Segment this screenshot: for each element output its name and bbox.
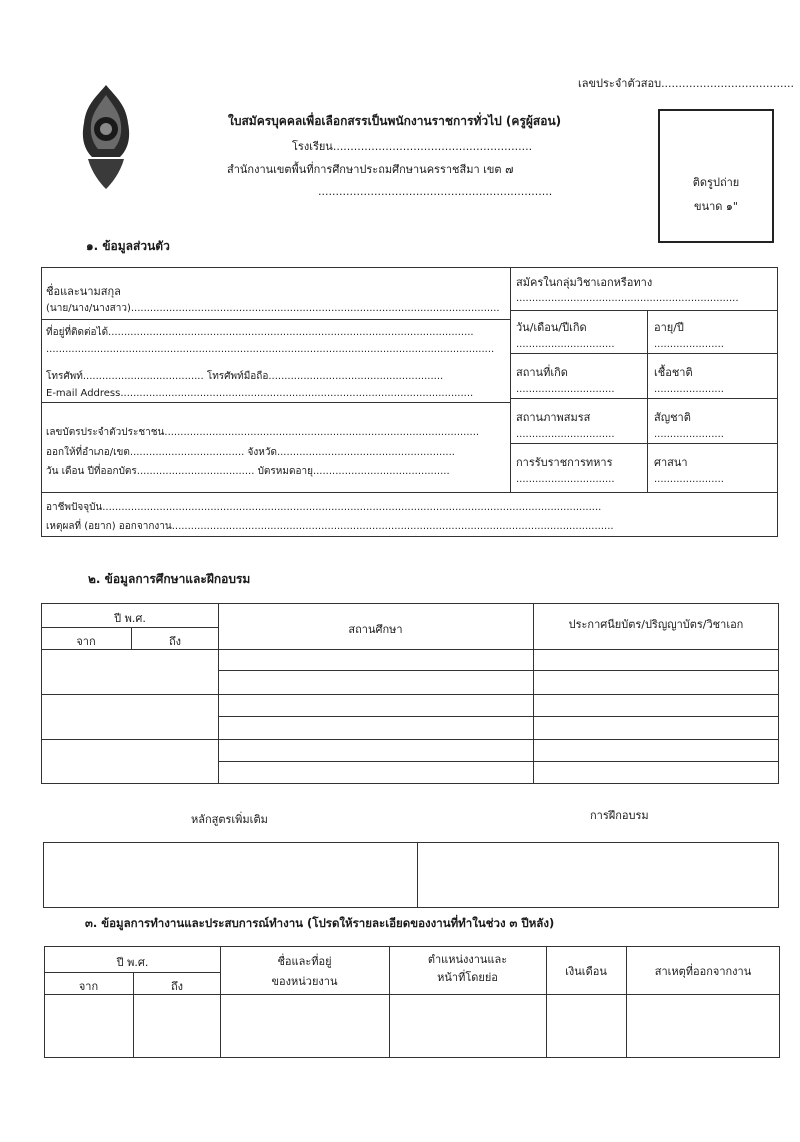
marital-label: สถานภาพสมรส [516, 411, 591, 424]
dob-label: วัน/เดือน/ปีเกิด [516, 321, 587, 334]
section2-heading: ๒. ข้อมูลการศึกษาและฝึกอบรม [88, 572, 251, 586]
office-name: สำนักงานเขตพื้นที่การศึกษาประถมศึกษานครราชสีมา เขต ๗ [227, 163, 514, 176]
photo-label: ติดรูปถ่าย [692, 176, 740, 189]
nationality-field[interactable]: ...................... [654, 429, 724, 440]
name-field[interactable]: (นาย/นาง/นางสาว).................................................................................................................... [46, 303, 500, 314]
occupation-field[interactable]: อาชีพปัจจุบัน............................................................................................................................................................. [46, 502, 602, 513]
address-field-cont[interactable]: ............................................................................................................................................. [46, 344, 495, 355]
work-org-header-2: ของหน่วยงาน [271, 975, 338, 988]
military-label: การรับราชการทหาร [516, 456, 613, 469]
edu-degree-header: ประกาศนียบัตร/ปริญญาบัตร/วิชาเอก [568, 618, 744, 631]
email-field[interactable]: E-mail Address............................................................................................................... [46, 388, 474, 399]
section3-heading: ๓. ข้อมูลการทำงานและประสบการณ์ทำงาน (โปรดให้รายละเอียดของงานที่ทำในช่วง ๓ ปีหลัง) [85, 916, 555, 930]
work-pos-header-1: ตำแหน่งงานและ [427, 953, 508, 966]
nationality-label: สัญชาติ [654, 411, 691, 424]
birthplace-label: สถานที่เกิด [516, 366, 568, 379]
subject-group-field[interactable]: ...................................................................... [516, 293, 739, 304]
age-field[interactable]: ...................... [654, 339, 724, 350]
form-title: ใบสมัครบุคคลเพื่อเลือกสรรเป็นพนักงานราชการทั่วไป (ครูผู้สอน) [228, 114, 562, 128]
birthplace-field[interactable]: ............................... [516, 384, 615, 395]
work-pos-header-2: หน้าที่โดยย่อ [437, 971, 498, 984]
issued-at-field[interactable]: ออกให้ที่อำเภอ/เขต.................................... จังหวัด........................................................ [46, 447, 455, 458]
emblem-logo [78, 83, 134, 193]
work-reason-header: สาเหตุที่ออกจากงาน [654, 965, 752, 978]
work-salary-header: เงินเดือน [565, 965, 607, 978]
work-year-header: ปี พ.ศ. [116, 956, 149, 969]
age-label: อายุ/ปี [654, 321, 684, 334]
work-org-header-1: ชื่อและที่อยู่ [277, 955, 332, 968]
training-label: การฝึกอบรม [590, 809, 649, 822]
id-card-field[interactable]: เลขบัตรประจำตัวประชาชน................................................................................................... [46, 427, 480, 438]
photo-size: ขนาด ๑" [694, 200, 738, 213]
military-field[interactable]: ............................... [516, 474, 615, 485]
office-blank[interactable]: ................................................................... [318, 185, 553, 198]
edu-to-header: ถึง [168, 635, 182, 648]
subject-group-label: สมัครในกลุ่มวิชาเอกหรือทาง [516, 276, 653, 289]
address-field[interactable]: ที่อยู่ที่ติดต่อได้................................................................................................................... [46, 327, 474, 338]
name-label: ชื่อและนามสกุล [46, 285, 121, 298]
course-training-box[interactable] [43, 842, 779, 908]
religion-field[interactable]: ...................... [654, 474, 724, 485]
religion-label: ศาสนา [654, 456, 688, 469]
race-label: เชื้อชาติ [654, 366, 693, 379]
race-field[interactable]: ...................... [654, 384, 724, 395]
dob-field[interactable]: ............................... [516, 339, 615, 350]
exam-number-field[interactable]: เลขประจำตัวสอบ...................................... [578, 77, 794, 90]
edu-year-header: ปี พ.ศ. [114, 612, 146, 625]
phone-field[interactable]: โทรศัพท์...................................... โทรศัพท์มือถือ....................................................... [46, 371, 444, 382]
issue-date-field[interactable]: วัน เดือน ปีที่ออกบัตร..................................... บัตรหมดอายุ........................................... [46, 466, 450, 477]
section1-heading: ๑. ข้อมูลส่วนตัว [86, 239, 170, 253]
marital-field[interactable]: ............................... [516, 429, 615, 440]
edu-institution-header: สถานศึกษา [348, 623, 403, 636]
work-to-header: ถึง [170, 980, 184, 993]
photo-box [658, 109, 774, 243]
reason-field[interactable]: เหตุผลที่ (อยาก) ออกจากงาน........................................................................................................................................... [46, 521, 614, 532]
work-from-header: จาก [78, 980, 99, 993]
school-field[interactable]: โรงเรียน......................................................... [292, 140, 533, 153]
extra-course-label: หลักสูตรเพิ่มเติม [191, 813, 268, 826]
edu-from-header: จาก [76, 635, 96, 648]
